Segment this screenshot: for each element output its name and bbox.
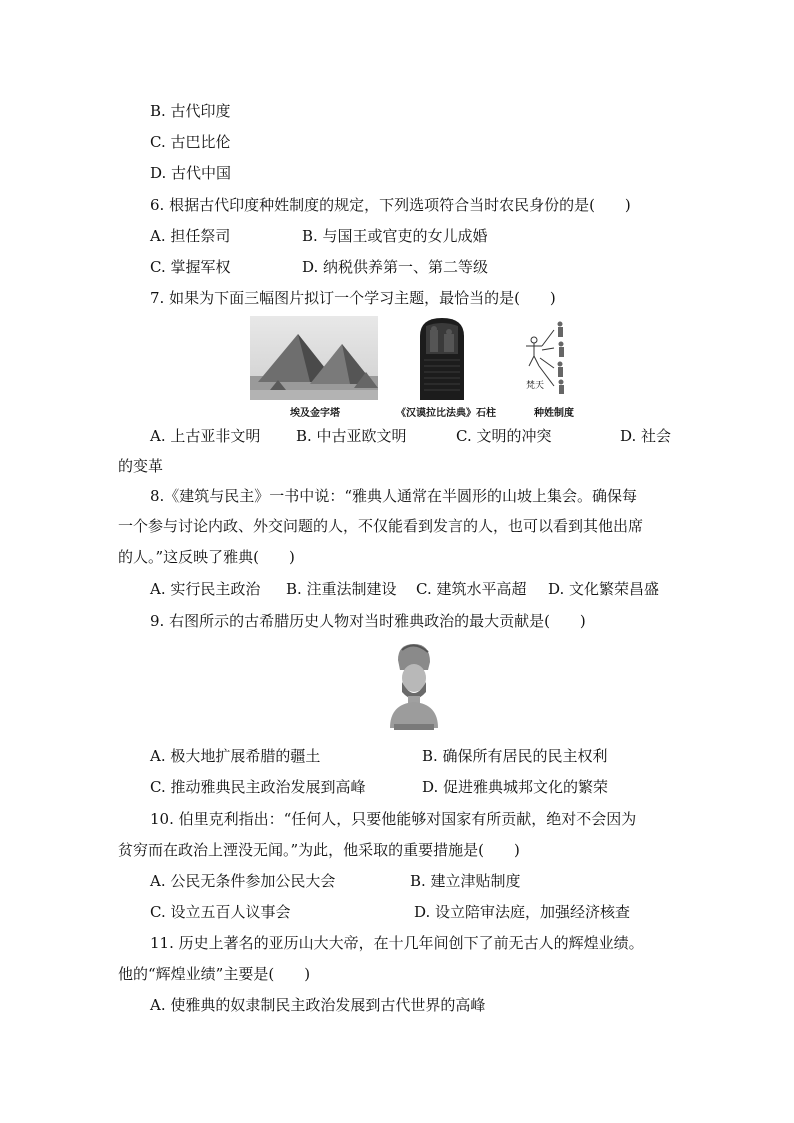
option-10d: D. 设立陪审法庭，加强经济核查 (414, 903, 631, 921)
option-7c: C. 文明的冲突 (456, 427, 552, 445)
option-11a: A. 使雅典的奴隶制民主政治发展到古代世界的高峰 (150, 996, 486, 1014)
option-9c: C. 推动雅典民主政治发展到高峰 (150, 778, 366, 796)
option-7b: B. 中古亚欧文明 (296, 427, 407, 445)
option-6b: B. 与国王或官吏的女儿成婚 (302, 227, 488, 245)
option-10c: C. 设立五百人议事会 (150, 903, 291, 921)
option-6d: D. 纳税供养第一、第二等级 (302, 258, 489, 276)
question-9: 9. 右图所示的古希腊历史人物对当时雅典政治的最大贡献是( ) (150, 612, 586, 630)
question-10-line2: 贫穷而在政治上湮没无闻。”为此，他采取的重要措施是( ) (118, 841, 520, 859)
option-5d: D. 古代中国 (150, 164, 232, 182)
hammurabi-caption: 《汉谟拉比法典》石柱 (396, 408, 496, 419)
question-11-line1: 11. 历史上著名的亚历山大大帝，在十几年间创下了前无古人的辉煌业绩。 (150, 934, 644, 952)
option-6a: A. 担任祭司 (150, 227, 231, 245)
caste-system-image (520, 316, 576, 400)
option-5c: C. 古巴比伦 (150, 133, 231, 151)
question-11-line2: 他的“辉煌业绩”主要是( ) (118, 965, 311, 983)
option-9a: A. 极大地扩展希腊的疆土 (150, 747, 321, 765)
question-8-line2: 一个参与讨论内政、外交问题的人，不仅能看到发言的人，也可以看到其他出席 (118, 517, 644, 535)
option-9d: D. 促进雅典城邦文化的繁荣 (422, 778, 609, 796)
option-5b: B. 古代印度 (150, 102, 231, 120)
option-8d: D. 文化繁荣昌盛 (548, 580, 660, 598)
hammurabi-stele-image (414, 316, 470, 400)
question-8-line1: 8.《建筑与民主》一书中说：“雅典人通常在半圆形的山坡上集会。确保每 (150, 487, 637, 505)
brahma-label: 梵天 (526, 381, 545, 391)
option-10a: A. 公民无条件参加公民大会 (150, 872, 336, 890)
option-8c: C. 建筑水平高超 (416, 580, 527, 598)
question-10-line1: 10. 伯里克利指出：“任何人，只要他能够对国家有所贡献，绝对不会因为 (150, 810, 637, 828)
option-8a: A. 实行民主政治 (150, 580, 261, 598)
question-8-line3: 的人。”这反映了雅典( ) (118, 548, 295, 566)
option-7d: D. 社会 (620, 427, 672, 445)
question-7: 7. 如果为下面三幅图片拟订一个学习主题，最恰当的是( ) (150, 289, 556, 307)
option-8b: B. 注重法制建设 (286, 580, 397, 598)
option-9b: B. 确保所有居民的民主权利 (422, 747, 608, 765)
option-7a: A. 上古亚非文明 (150, 427, 261, 445)
question-6: 6. 根据古代印度种姓制度的规定，下列选项符合当时农民身份的是( ) (150, 196, 631, 214)
option-10b: B. 建立津贴制度 (410, 872, 521, 890)
option-6c: C. 掌握军权 (150, 258, 231, 276)
pyramid-image (250, 316, 378, 400)
option-7d-continued: 的变革 (118, 457, 164, 475)
pericles-bust-image (384, 640, 442, 730)
caste-caption: 种姓制度 (534, 408, 574, 419)
pyramid-caption: 埃及金字塔 (290, 408, 340, 419)
